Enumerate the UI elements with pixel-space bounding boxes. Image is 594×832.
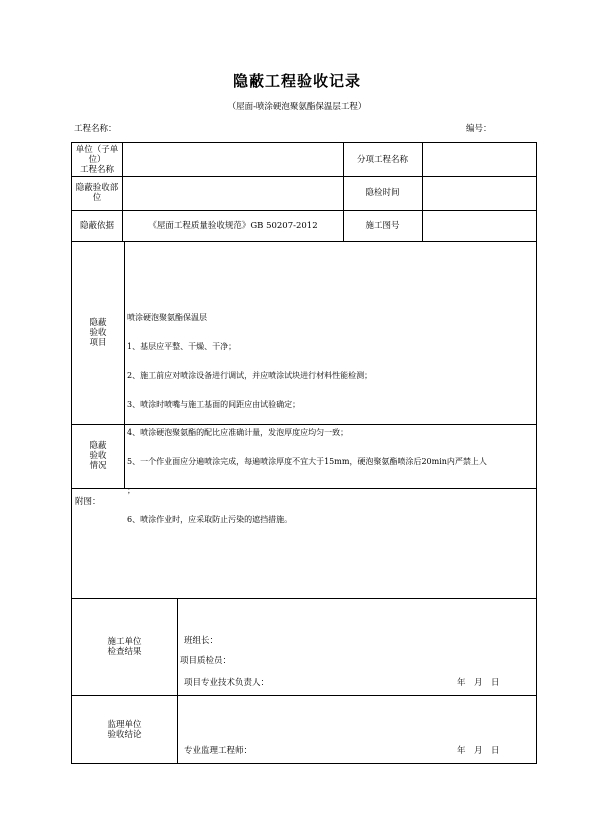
serial-number-label: 编号：	[466, 124, 492, 134]
item-line: 6、喷涂作业时，应采取防止污染的遮挡措施。	[127, 514, 293, 524]
construction-label-line: 检查结果	[107, 646, 142, 657]
page-subtitle: （屋面-喷涂硬泡聚氨酯保温层工程）	[227, 102, 367, 112]
item-line: 4、喷涂硬泡聚氨酯的配比应准确计量，发泡厚度应均匀一致；	[127, 428, 349, 438]
construction-label-line: 施工单位	[107, 636, 142, 647]
items-label-line: 隐蔽	[89, 317, 107, 328]
column-divider	[177, 598, 178, 764]
technical-lead-label: 项目专业技术负责人：	[184, 678, 270, 688]
quality-inspector-label: 项目质检员：	[180, 656, 232, 666]
unit-project-name-value[interactable]	[123, 143, 343, 176]
supervision-label-line: 验收结论	[107, 729, 142, 740]
row-divider	[72, 241, 536, 242]
item-line: 喷涂硬泡聚氨酯保温层	[127, 313, 207, 323]
item-line: 5、一个作业面应分遍喷涂完成，每遍喷涂厚度不宜大于15mm，硬泡聚氨酯喷涂后20min内严禁上人	[127, 457, 487, 467]
hidden-part-value[interactable]	[123, 176, 343, 210]
supervisor-label: 专业监理工程师：	[184, 746, 253, 756]
supervision-unit-label	[72, 695, 177, 764]
inspection-items-content	[127, 294, 487, 543]
status-label-line: 隐蔽	[89, 441, 107, 451]
basis-label: 隐蔽依据	[79, 220, 114, 231]
supervision-date-label: 年 月 日	[457, 746, 500, 756]
status-label-line: 情况	[89, 461, 107, 471]
inspection-status-value[interactable]	[125, 424, 537, 488]
drawing-number-label: 施工图号	[365, 220, 400, 231]
sub-project-name-label: 分项工程名称	[356, 154, 408, 165]
supervision-label-line: 监理单位	[107, 719, 142, 730]
team-leader-label: 班组长：	[184, 636, 219, 646]
drawing-number-value[interactable]	[423, 210, 537, 241]
unit-label-line2: 工程名称	[79, 164, 114, 175]
basis-value: 《屋面工程质量验收规范》GB 50207-2012	[148, 220, 318, 231]
item-line: 3、喷涂时喷嘴与施工基面的间距应由试验确定；	[127, 399, 301, 409]
inspection-time-label: 隐检时间	[365, 188, 400, 198]
construction-date-label: 年 月 日	[457, 678, 500, 688]
attachment-label: 附图：	[75, 497, 101, 507]
inspection-items-label	[72, 241, 124, 424]
item-line: 2、施工前应对喷涂设备进行调试，并应喷涂试块进行材料性能检测；	[127, 370, 373, 380]
item-line: ；	[127, 485, 135, 495]
items-label-line: 项目	[89, 337, 107, 348]
project-name-label: 工程名称：	[74, 124, 117, 134]
status-label-line: 验收	[89, 451, 107, 461]
record-table	[71, 142, 537, 764]
construction-unit-label	[72, 598, 177, 695]
inspection-status-label	[72, 424, 124, 488]
unit-project-name-label	[72, 143, 122, 176]
inspection-time-value[interactable]	[423, 176, 537, 210]
page-title: 隐蔽工程验收记录	[232, 72, 361, 90]
items-label-line: 验收	[89, 327, 107, 338]
unit-label-line1: 单位（子单位）	[75, 144, 119, 165]
hidden-part-label: 隐蔽验收部位	[75, 183, 119, 203]
sub-project-name-value[interactable]	[423, 143, 537, 176]
item-line: 1、基层应平整、干燥、干净；	[127, 341, 237, 351]
